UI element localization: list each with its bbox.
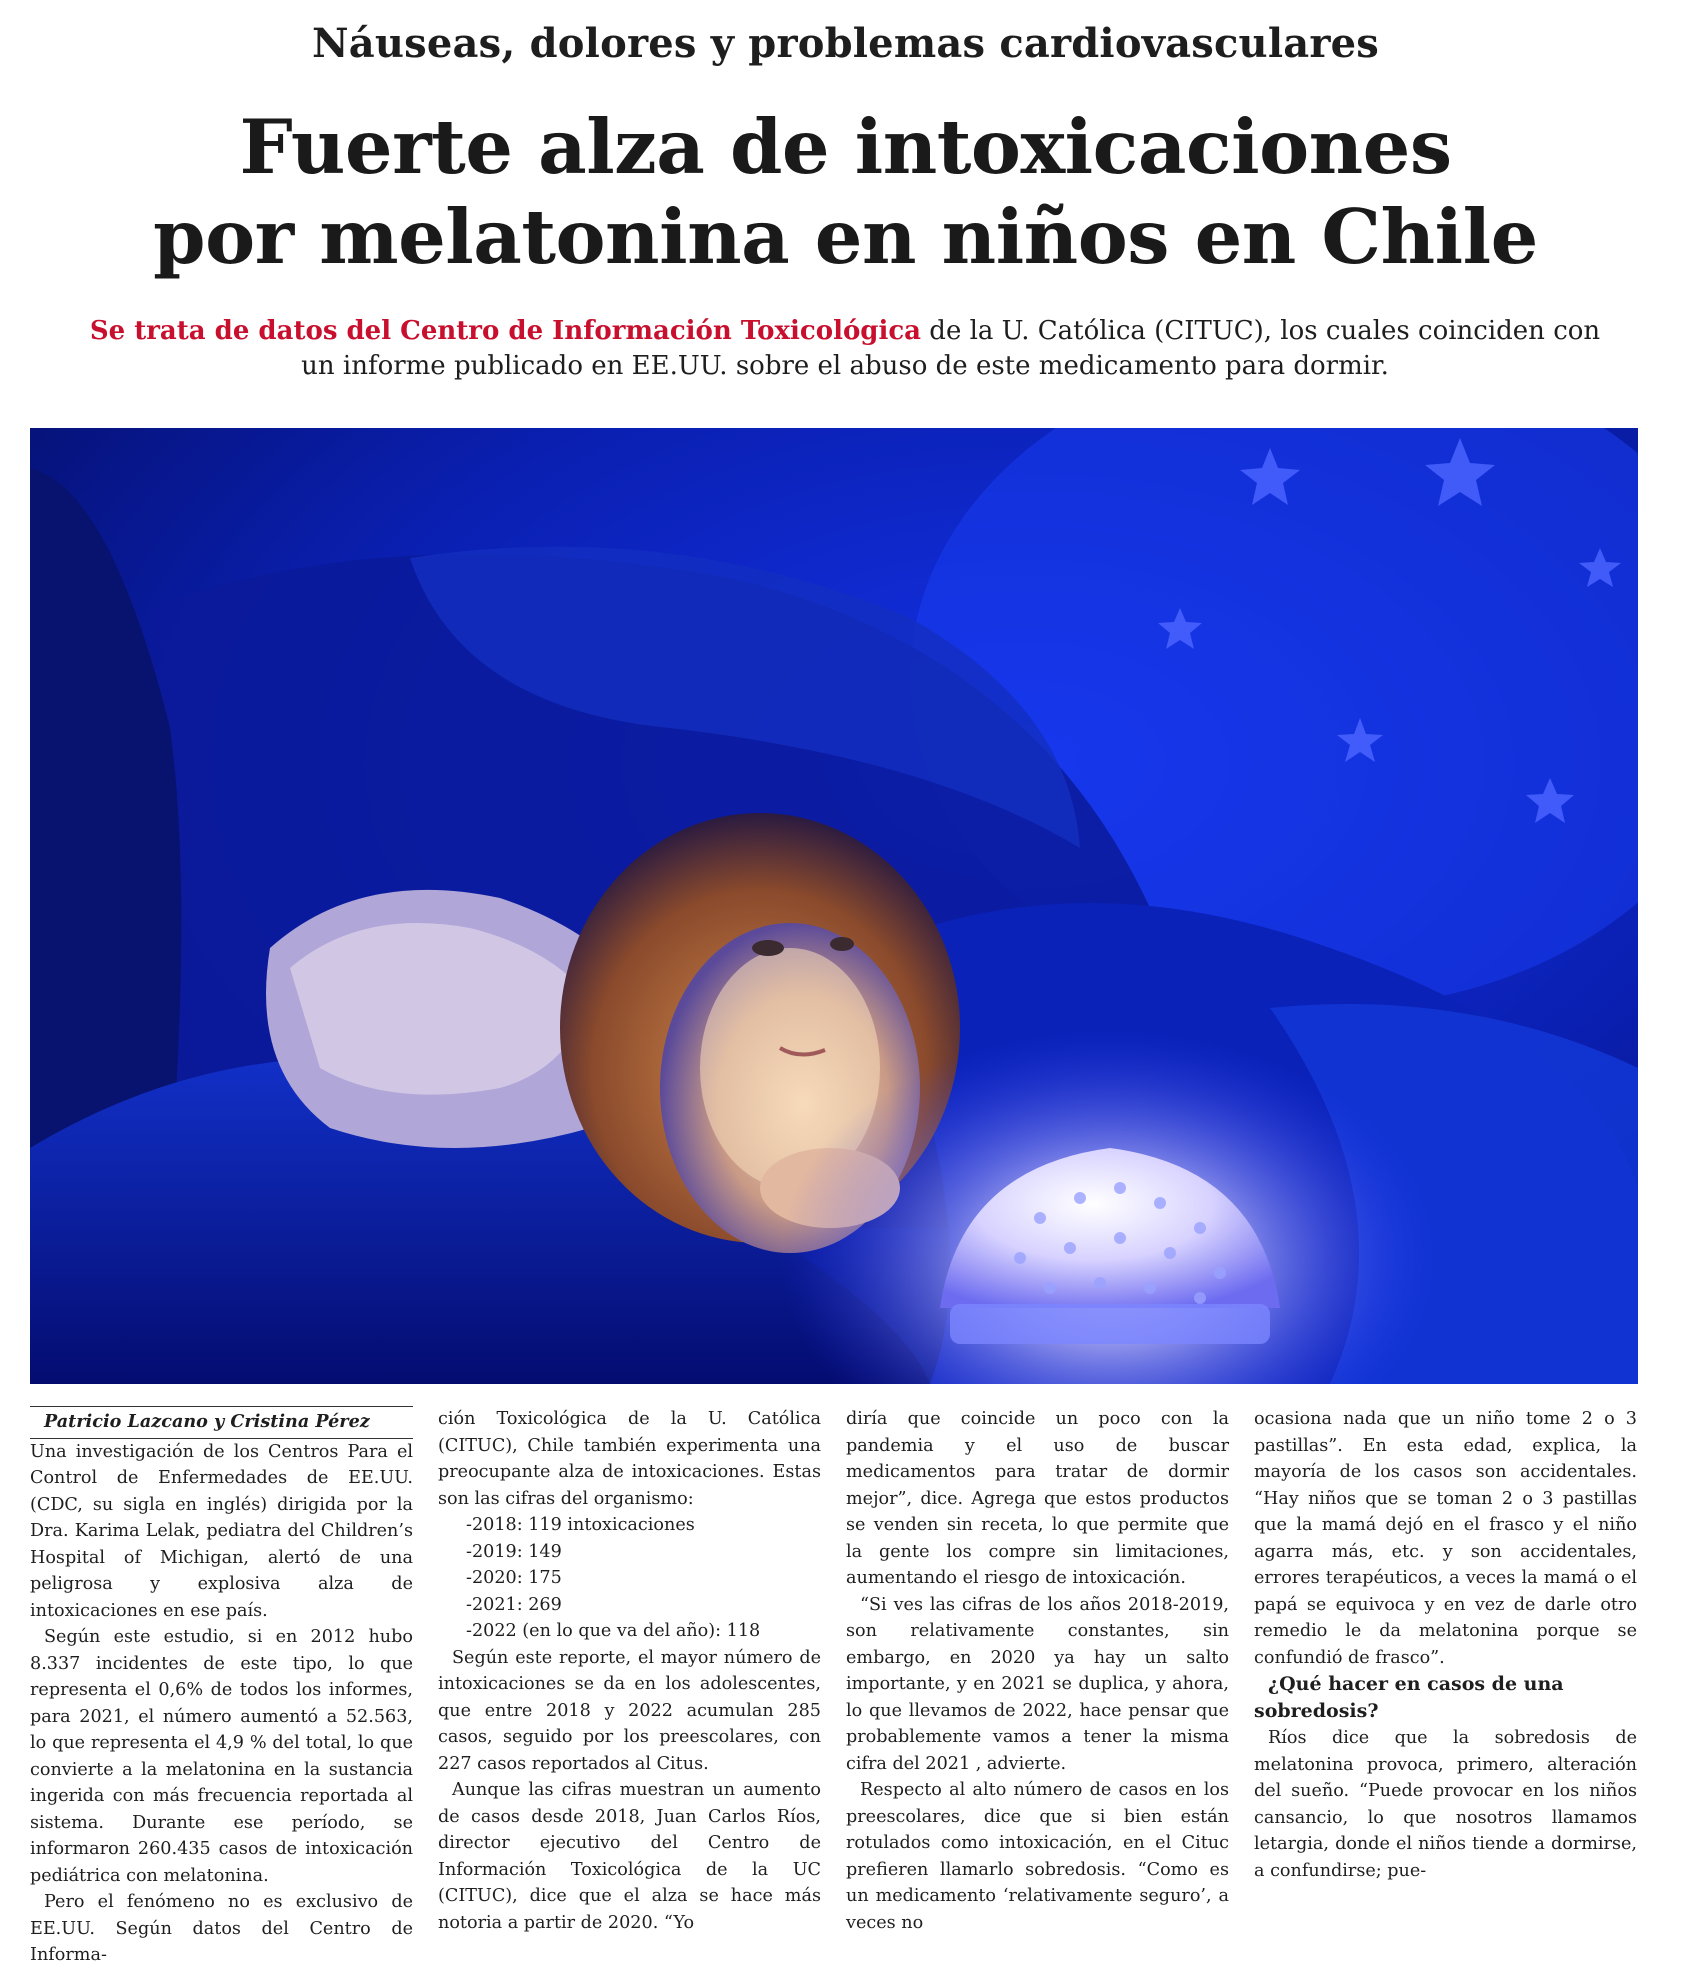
headline-line-2: por melatonina en niños en Chile: [153, 193, 1538, 281]
paragraph: Según este reporte, el mayor número de intoxicaciones se da en los adolescentes, que entre 2018 y 2022 acumulan 285 casos, seguido por los preescolares, con 227 casos reportados al Citus.: [438, 1647, 821, 1774]
lead-photo: [30, 428, 1638, 1384]
article-column-3: [846, 1406, 1229, 1936]
child-night-lamp-photo: [30, 428, 1638, 1384]
paragraph: Pero el fenómeno no es exclusivo de EE.UU. Según datos del Centro de Informa-: [30, 1892, 413, 1965]
headline-line-1: Fuerte alza de intoxicaciones: [239, 103, 1452, 191]
paragraph: Ríos dice que la sobredosis de melatonina provoca, primero, alteración del sueño. “Puede provocar en los niños cansancio, lo que nosotros llamamos letargia, donde el niños tiende a dormirse, a confundirse; pue-: [1254, 1728, 1637, 1881]
list-item: -2021: 269: [466, 1594, 562, 1615]
list-item: -2019: 149: [466, 1541, 562, 1562]
list-item: -2022 (en lo que va del año): 118: [466, 1621, 761, 1641]
subheading: ¿Qué hacer en casos de una sobredosis?: [1254, 1673, 1564, 1722]
deck-lead: Se trata de datos del Centro de Información Toxicológica: [89, 316, 922, 346]
article-column-4: [1254, 1406, 1637, 1884]
paragraph: Según este estudio, si en 2012 hubo 8.337 incidentes de este tipo, lo que representa el 0,6% de todos los informes, para 2021, el número aumentó a 52.563, lo que representa el 4,9 % del total, lo que convierte a la melatonina en la sustancia ingerida con más frecuencia reportada al sistema. Durante ese período, se informaron 260.435 casos de intoxicación pediátrica con melatonina.: [30, 1627, 413, 1886]
paragraph: Aunque las cifras muestran un aumento de casos desde 2018, Juan Carlos Ríos, director ejecutivo del Centro de Información Toxicológica de la UC (CITUC), dice que el alza se hace más notoria a partir de 2020. “Yo: [438, 1780, 821, 1933]
list-item: -2018: 119 intoxicaciones: [466, 1515, 695, 1535]
kicker: Náuseas, dolores y problemas cardiovasculares: [312, 20, 1379, 67]
paragraph: “Si ves las cifras de los años 2018-2019, son relativamente constantes, sin embargo, en 2020 ya hay un salto importante, y en 2021 se duplica, y ahora, lo que llevamos de 2022, hace pensar que probablemente vamos a tener la misma cifra del 2021 , advierte.: [846, 1594, 1229, 1774]
paragraph: ción Toxicológica de la U. Católica (CITUC), Chile también experimenta una preocupante alza de intoxicaciones. Estas son las cifras del organismo:: [438, 1409, 821, 1509]
paragraph: diría que coincide un poco con la pandemia y el uso de buscar medicamentos para tratar de dormir mejor”, dice. Agrega que estos productos se venden sin receta, lo que permite que la gente los compre sin limitaciones, aumentando el riesgo de intoxicación.: [846, 1409, 1229, 1588]
article-column-2: [438, 1406, 821, 1936]
paragraph: Respecto al alto número de casos en los preescolares, dice que si bien están rotulados como intoxicación, en el Cituc prefieren llamarlo sobredosis. “Como es un medicamento ‘relativamente seguro’, a veces no: [846, 1780, 1229, 1933]
byline: Patricio Lazcano y Cristina Pérez: [30, 1406, 413, 1439]
paragraph: ocasiona nada que un niño tome 2 o 3 pastillas”. En esta edad, explica, la mayoría de los casos son accidentales. “Hay niños que se toman 2 o 3 pastillas que la mamá dejó en el frasco y el niño agarra más, etc. y son accidentales, errores terapéuticos, a veces la mamá o el papá se equivoca y en vez de darle otro remedio le da melatonina porque se confundió de frasco”.: [1254, 1409, 1637, 1668]
article-column-1: [30, 1406, 413, 1969]
list-item: -2020: 175: [466, 1568, 562, 1588]
deck: [80, 314, 1610, 384]
paragraph: Una investigación de los Centros Para el Control de Enfermedades de EE.UU. (CDC, su sigla en inglés) dirigida por la Dra. Karima Lelak, pediatra del Children’s Hospital of Michigan, alertó de una peligrosa y explosiva alza de intoxicaciones en ese país.: [30, 1441, 413, 1621]
headline: [0, 102, 1691, 282]
deck-rest: de la U. Católica (CITUC), los cuales coinciden con un informe publicado en EE.UU. sobre el abuso de este medicamento para dormir.: [301, 316, 1601, 381]
